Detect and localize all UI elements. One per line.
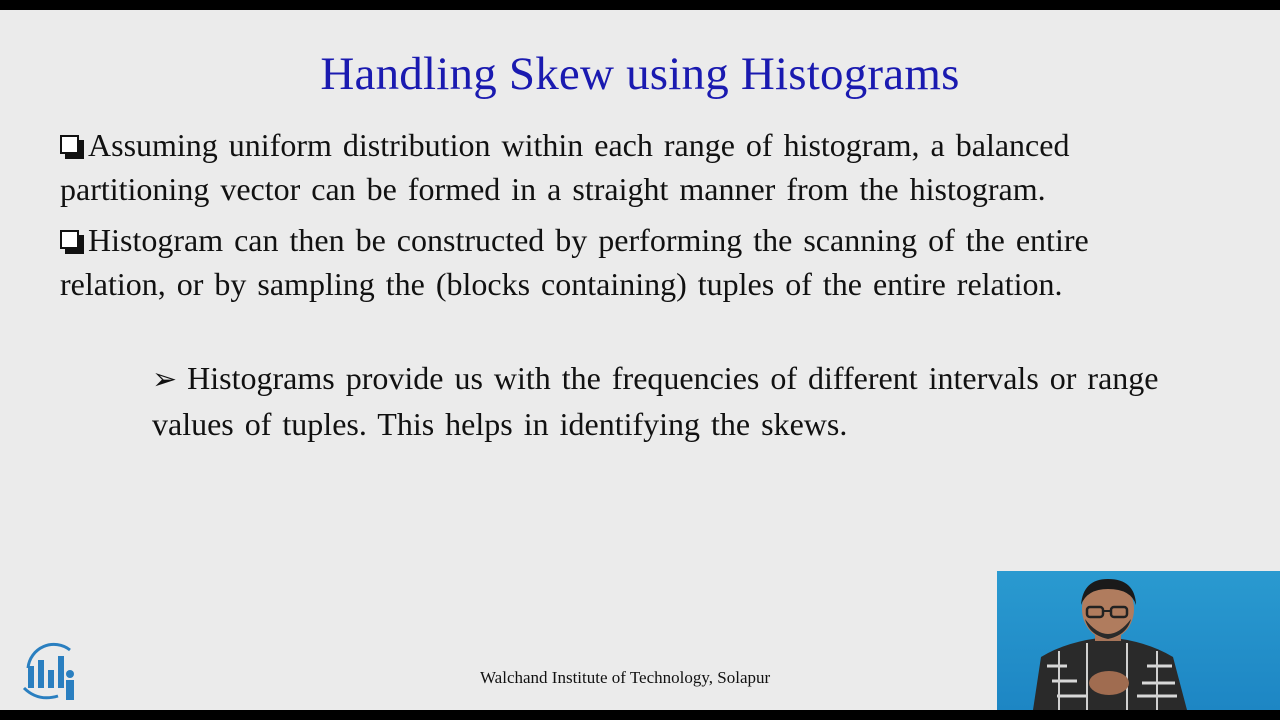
sub-bullet-text: Histograms provide us with the frequencies of different intervals or range values of tuples. This helps in identifying the skews. [152, 360, 1159, 442]
slide-title: Handling Skew using Histograms [320, 48, 960, 100]
bullet-item [60, 218, 1200, 306]
bullet-text: Histogram can then be constructed by performing the scanning of the entire relation, or by sampling the (blocks containing) tuples of the entire relation. [60, 222, 1089, 302]
slide-footer: Walchand Institute of Technology, Solapur [480, 668, 771, 687]
square-bullet-icon [60, 135, 79, 154]
bullet-text: Assuming uniform distribution within each range of histogram, a balanced partitioning vector can be formed in a straight manner from the histogram. [60, 127, 1070, 207]
presenter-video-thumbnail [997, 571, 1280, 710]
arrow-bullet-icon: ➢ [152, 363, 178, 396]
square-bullet-icon [60, 230, 79, 249]
bullet-item [60, 123, 1200, 211]
institute-logo [18, 630, 82, 702]
sub-bullet-item [152, 356, 1202, 446]
